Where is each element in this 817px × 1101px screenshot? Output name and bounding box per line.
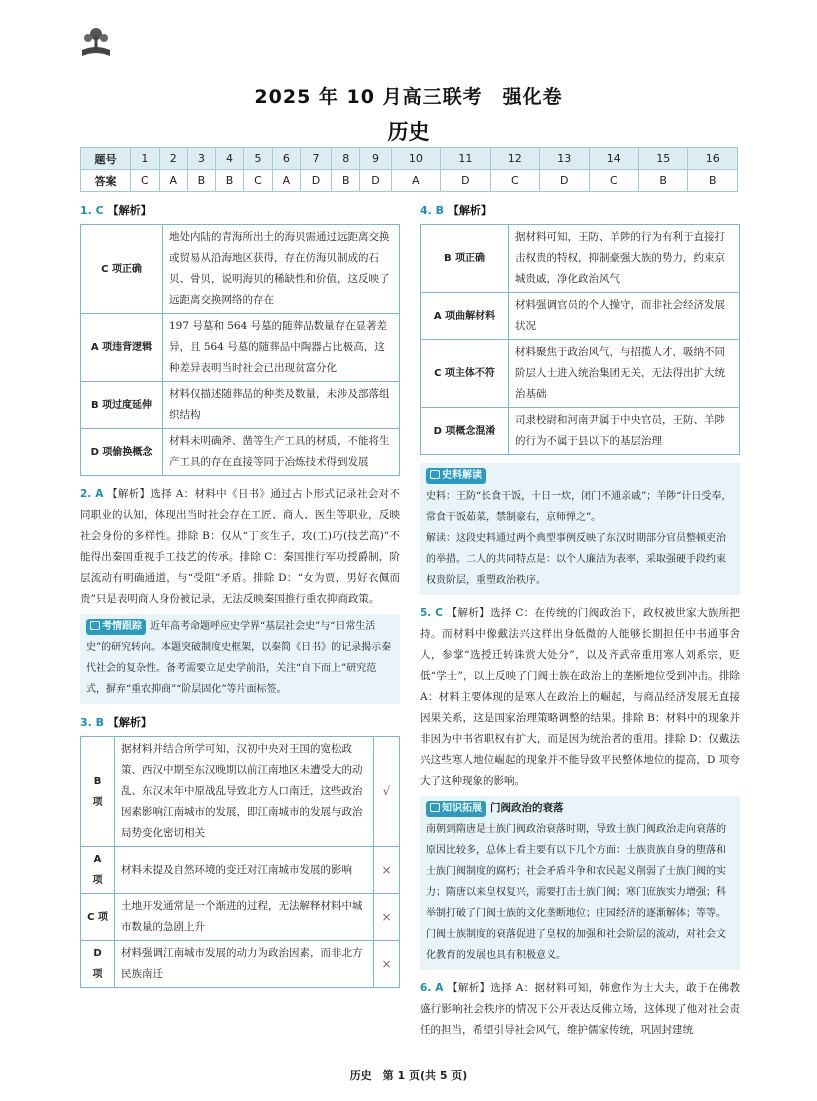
question-label: 题号	[81, 148, 131, 170]
q1-header	[80, 200, 400, 222]
q3-row-key: B 项	[81, 737, 115, 847]
q3-row-value: 据材料并结合所学可知，汉初中央对王国的宽松政策、西汉中期至东汉晚期以前江南地区未遭受大的动乱、东汉末年中原战乱导致北方人口南迁，这些政治因素影响江南城市的发展，即江南城市的发展与政治局势变化密切相关	[115, 737, 374, 847]
answer-cell: B	[688, 170, 738, 192]
answer-cell: D	[441, 170, 490, 192]
q4-row-value: 司隶校尉和河南尹属于中央官员，王防、羊陟的行为不属于县以下的基层治理	[509, 408, 740, 455]
note-icon	[90, 621, 100, 630]
table-row	[421, 340, 740, 408]
table-row	[421, 293, 740, 340]
answer-cell: C	[490, 170, 539, 192]
answer-label: 答案	[81, 170, 131, 192]
q3-row-value: 材料未提及自然环境的变迁对江南城市发展的影响	[115, 847, 374, 894]
q3-row-value: 材料强调江南城市发展的动力为政治因素，而非北方民族南迁	[115, 941, 374, 988]
answer-cell: B	[638, 170, 687, 192]
subject-title: 历史	[387, 120, 430, 144]
table-row	[81, 225, 400, 314]
answer-cell: D	[300, 170, 331, 192]
q6-number: 6. A	[420, 982, 444, 994]
q5-knowledge-box	[420, 796, 740, 970]
table-row	[421, 408, 740, 455]
q1-row-key: B 项过度延伸	[81, 382, 163, 429]
q1-row-value: 材料仅描述随葬品的种类及数量，未涉及部落组织结构	[163, 382, 400, 429]
q4-row-key: B 项正确	[421, 225, 509, 293]
answer-cell: B	[215, 170, 243, 192]
note-icon	[430, 470, 440, 479]
question-number-cell: 1	[131, 148, 160, 170]
q3-row-key: D 项	[81, 941, 115, 988]
q2-exam-tracking-box	[80, 614, 400, 704]
q4-row-key: C 项主体不符	[421, 340, 509, 408]
q1-label: 【解析】	[107, 204, 152, 217]
question-number-cell: 3	[187, 148, 215, 170]
question-number-cell: 12	[490, 148, 539, 170]
table-row	[81, 894, 400, 941]
answer-cell: B	[187, 170, 215, 192]
table-row	[421, 225, 740, 293]
q3-header	[80, 712, 400, 734]
q3-row-mark: √	[374, 737, 400, 847]
source-reading-line2: 解读：这段史料通过两个典型事例反映了东汉时期部分官员整顿吏治的举措。二人的共同特点是：以个人廉洁为表率，采取强硬手段约束权贵阶层，重塑政治秩序。	[426, 533, 726, 586]
right-column	[420, 200, 740, 1041]
question-number-row	[81, 148, 738, 170]
q3-number: 3. B	[80, 716, 105, 729]
q3-analysis-table	[80, 736, 400, 988]
table-row	[81, 314, 400, 382]
source-reading-tag-label: 史料解读	[442, 470, 482, 481]
answer-key-table	[80, 147, 738, 192]
q1-number: 1. C	[80, 204, 104, 217]
table-row	[81, 847, 400, 894]
q3-row-value: 土地开发通常是一个渐进的过程，无法解释材料中城市数量的急剧上升	[115, 894, 374, 941]
left-column	[80, 200, 400, 996]
q3-row-key: C 项	[81, 894, 115, 941]
question-number-cell: 10	[391, 148, 440, 170]
knowledge-title: 门阀政治的衰落	[490, 802, 564, 814]
q2-analysis	[80, 484, 400, 610]
q4-row-value: 材料聚焦于政治风气，与招揽人才，吸纳不同阶层人士进入统治集团无关，无法得出扩大统治基础	[509, 340, 740, 408]
question-number-cell: 2	[159, 148, 187, 170]
answer-cell: D	[540, 170, 589, 192]
question-number-cell: 14	[589, 148, 638, 170]
question-number-cell: 11	[441, 148, 490, 170]
q4-number: 4. B	[420, 204, 445, 217]
question-number-cell: 6	[272, 148, 300, 170]
question-number-cell: 13	[540, 148, 589, 170]
table-row	[81, 382, 400, 429]
exam-tracking-tag-label: 考情跟踪	[102, 621, 142, 632]
q3-row-mark: ×	[374, 941, 400, 988]
question-number-cell: 8	[332, 148, 360, 170]
source-reading-line1: 史料：王防“长食干饭，十日一炊，闭门不通亲戚”；羊陟“计日受奉，常食干饭茹菜，禁制豪右，京师惮之”。	[426, 491, 732, 523]
answer-cell: C	[244, 170, 273, 192]
page-title: 2025 年 10 月高三联考 强化卷	[254, 86, 563, 108]
q1-row-value: 材料未明确斧、凿等生产工具的材质，不能将生产工具的存在直接等同于冶炼技术得到发展	[163, 429, 400, 476]
question-number-cell: 9	[360, 148, 391, 170]
q1-row-key: D 项偷换概念	[81, 429, 163, 476]
q4-row-key: D 项概念混淆	[421, 408, 509, 455]
table-row	[81, 737, 400, 847]
answer-cell: C	[131, 170, 160, 192]
exam-tracking-text: 近年高考命题呼应史学界“基层社会史”与“日常生活史”的研究转向。本题突破制度史框架，以秦简《日书》的记录揭示秦代社会的复杂性。备考需要立足史学前沿，关注“自下而上”研究范式，摒弃“重农抑商”“阶层固化”等片面标签。	[86, 621, 392, 695]
answer-cell: C	[589, 170, 638, 192]
q4-row-value: 材料强调官员的个人操守，而非社会经济发展状况	[509, 293, 740, 340]
q4-row-value: 据材料可知，王防、羊陟的行为有利于直接打击权贵的特权，抑制豪强大族的势力，约束京城贵戚，净化政治风气	[509, 225, 740, 293]
q5-analysis	[420, 603, 740, 792]
exam-tracking-tag	[86, 619, 146, 635]
table-row	[81, 429, 400, 476]
q3-row-mark: ×	[374, 847, 400, 894]
table-row	[81, 941, 400, 988]
answer-row	[81, 170, 738, 192]
publisher-logo-icon	[78, 24, 114, 60]
q4-header	[420, 200, 740, 222]
q4-source-reading-box	[420, 463, 740, 595]
q4-row-key: A 项曲解材料	[421, 293, 509, 340]
q3-row-key: A 项	[81, 847, 115, 894]
answer-cell: A	[159, 170, 187, 192]
q3-row-mark: ×	[374, 894, 400, 941]
note-icon	[430, 803, 440, 812]
page-footer: 历史 第 1 页(共 5 页)	[349, 1069, 468, 1082]
question-number-cell: 5	[244, 148, 273, 170]
answer-cell: A	[391, 170, 440, 192]
answer-cell: A	[272, 170, 300, 192]
answer-cell: B	[332, 170, 360, 192]
q4-analysis-table	[420, 224, 740, 455]
question-number-cell: 15	[638, 148, 687, 170]
source-reading-tag	[426, 468, 486, 484]
q5-number: 5. C	[420, 607, 443, 619]
q1-row-key: C 项正确	[81, 225, 163, 314]
q5-text: 【解析】选择 C：在传统的门阀政治下，政权被世家大族所把持。而材料中像戴法兴这样出身低微的人能够长期担任中书通事舍人，参掌“选授迁转诛赏大处分”，以及齐武帝重用寒人刘系宗，贬低“学士”，以上反映了门阀士族在政治上的垄断地位受到冲击。排除 A：材料主要体现的是寒人在政治上的崛起，与商品经济发展无直接因果关系，这是国家治理策略调整的结果。排除 B：材料中的现象并非因为中书省职权有扩大，而是因为统治者的重用。排除 D：仅戴法兴这些寒人地位崛起的现象并不能导致平民整体地位的提高，D 项夸大了这种现象的影响。	[420, 607, 741, 787]
knowledge-text: 南朝到隋唐是士族门阀政治衰落时期，导致士族门阀政治走向衰落的原因比较多，总体上看主要有以下几个方面：士族贵族自身的堕落和士族门阀制度的腐朽；社会矛盾斗争和农民起义削弱了士族门阀的实力；隋唐以来皇权复兴，需要打击士族门阀；寒门庶族实力增强；科举制打破了门阀士族的文化垄断地位；庄园经济的逐渐解体；等等。门阀士族制度的衰落促进了皇权的加强和社会阶层的流动，对社会文化教育的发展也具有积极意义。	[426, 824, 726, 961]
q1-row-key: A 项违背逻辑	[81, 314, 163, 382]
knowledge-tag-label: 知识拓展	[442, 803, 482, 814]
q2-text: 【解析】选择 A：材料中《日书》通过占卜形式记录社会对不同职业的认知，体现出当时社会存在工匠、商人、医生等职业，反映社会身份的多样性。排除 B：仅从“丁亥生子，攻(工)巧(技艺高)”不能得出秦国重视手工技艺的传承。排除 C：秦国推行军功授爵制，阶层流动有明确通道，与“受阻”矛盾。排除 D：“女为贾，男好衣佩而贵”只是表明商人身份被记录，无法反映秦国推行重农抑商政策。	[80, 488, 401, 605]
q6-text: 【解析】选择 A：据材料可知，韩愈作为士大夫，敢于在佛教盛行影响社会秩序的情况下公开表达反佛立场，这体现了他对社会责任的担当，希望引导社会风气，维护儒家传统，巩固封建统	[420, 982, 741, 1036]
q1-row-value: 197 号墓和 564 号墓的随葬品数量存在显著差异，且 564 号墓的随葬品中陶器占比极高，这种差异表明当时社会已出现贫富分化	[163, 314, 400, 382]
question-number-cell: 7	[300, 148, 331, 170]
question-number-cell: 16	[688, 148, 738, 170]
answer-cell: D	[360, 170, 391, 192]
question-number-cell: 4	[215, 148, 243, 170]
q4-label: 【解析】	[447, 204, 492, 217]
q6-analysis	[420, 978, 740, 1041]
q1-row-value: 地处内陆的青海所出土的海贝需通过远距离交换或贸易从沿海地区获得，存在仿海贝制成的石贝、骨贝，说明海贝的稀缺性和价值，这反映了远距离交换网络的存在	[163, 225, 400, 314]
q3-label: 【解析】	[107, 716, 152, 729]
knowledge-tag	[426, 801, 486, 817]
q2-number: 2. A	[80, 488, 104, 500]
q1-analysis-table	[80, 224, 400, 476]
